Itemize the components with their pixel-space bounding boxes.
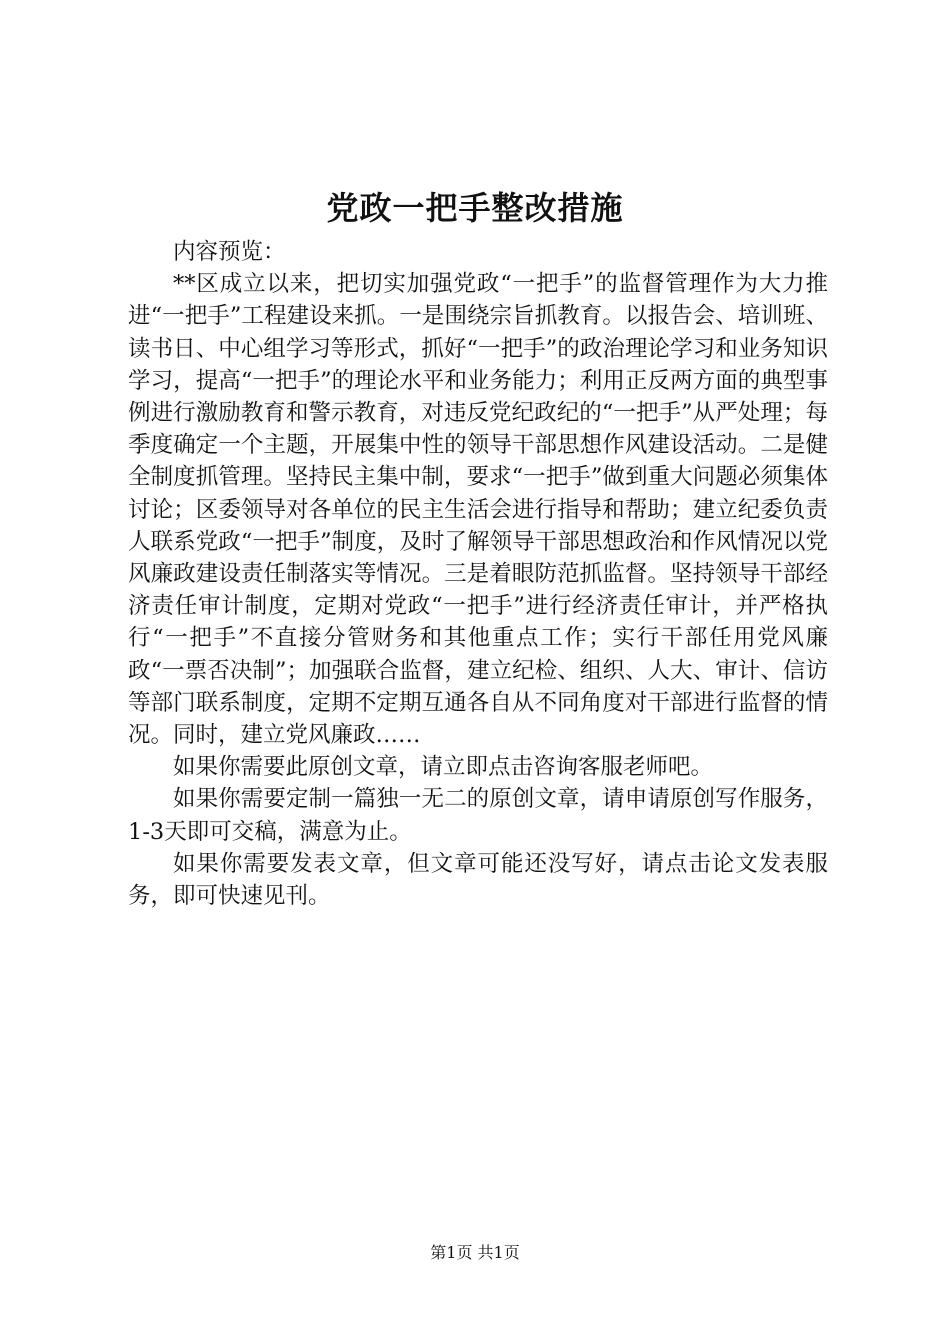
document-title: 党政一把手整改措施 [326, 189, 624, 227]
document-body [128, 236, 828, 912]
paragraph-summary: **区成立以来，把切实加强党政“一把手”的监督管理作为大力推进“一把手”工程建设来抓。一是围绕宗旨抓教育。以报告会、培训班、读书日、中心组学习等形式，抓好“一把手”的政治理论学习和业务知识学习，提高“一把手”的理论水平和业务能力；利用正反两方面的典型事例进行激励教育和警示教育，对违反党纪政纪的“一把手”从严处理；每季度确定一个主题，开展集中性的领导干部思想作风建设活动。二是健全制度抓管理。坚持民主集中制，要求“一把手”做到重大问题必须集体讨论；区委领导对各单位的民主生活会进行指导和帮助；建立纪委负责人联系党政“一把手”制度，及时了解领导干部思想政治和作风情况以党风廉政建设责任制落实等情况。三是着眼防范抓监督。坚持领导干部经济责任审计制度，定期对党政“一把手”进行经济责任审计，并严格执行“一把手”不直接分管财务和其他重点工作；实行干部任用党风廉政“一票否决制”；加强联合监督，建立纪检、组织、人大、审计、信访等部门联系制度，定期不定期互通各自从不同角度对干部进行监督的情况。同时，建立党风廉政…… [128, 271, 828, 749]
paragraph-consult-service: 如果你需要此原创文章，请立即点击咨询客服老师吧。 [173, 754, 714, 781]
preview-label: 内容预览： [173, 239, 286, 265]
page-number: 第1页 共1页 [430, 1243, 520, 1262]
paragraph-publishing-service: 如果你需要发表文章，但文章可能还没写好，请点击论文发表服务，即可快速见刊。 [128, 850, 828, 910]
paragraph-custom-writing: 如果你需要定制一篇独一无二的原创文章，请申请原创写作服务，1-3天即可交稿，满意为止。 [128, 786, 828, 845]
